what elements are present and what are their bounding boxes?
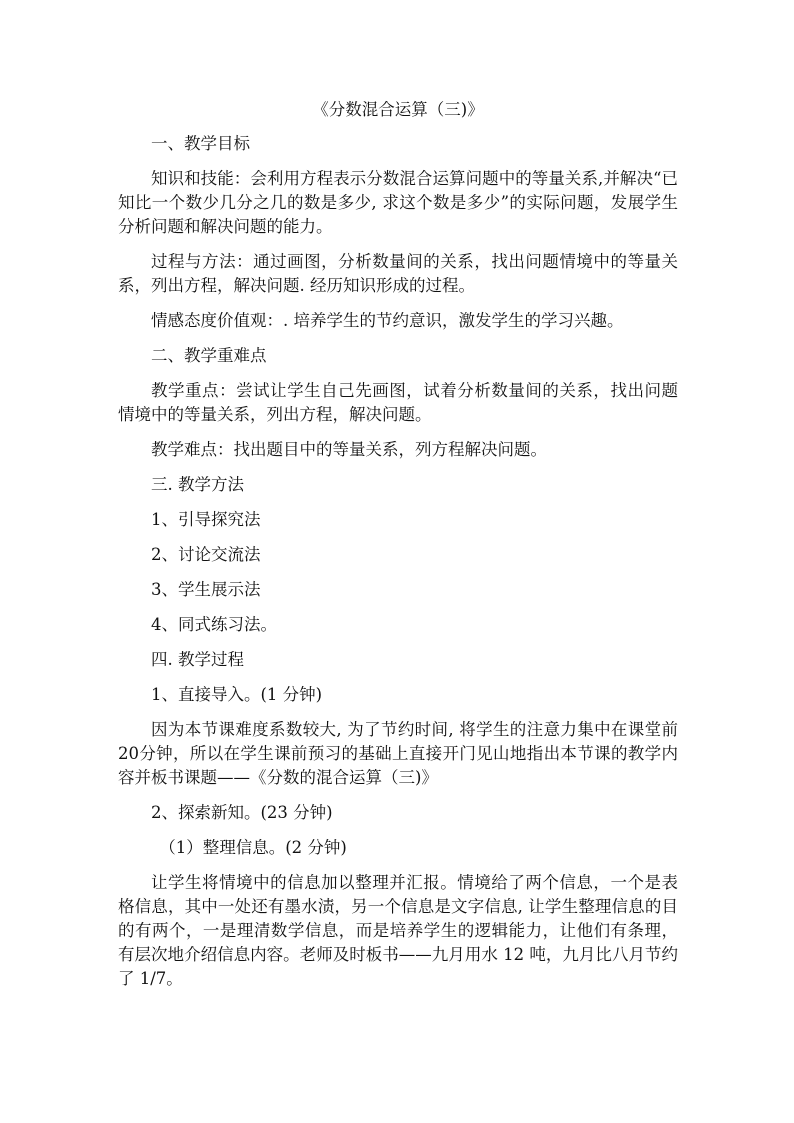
process-step-2-1-detail: 让学生将情境中的信息加以整理并汇报。情境给了两个信息，一个是表格信息，其中一处还有墨水渍，另一个信息是文字信息, 让学生整理信息的目的有两个，一是理清数学信息，而是培养学生的逻辑能力，让他们有条理，有层次地介绍信息内容。老师及时板书——九月用水 12 吨，九月比八月节约了 1/7。 <box>118 873 678 988</box>
paragraph-knowledge-skills: 知识和技能：会利用方程表示分数混合运算问题中的等量关系,并解决“已知比一个数少几分之几的数是多少, 求这个数是多少”的实际问题，发展学生分析问题和解决问题的能力。 <box>118 169 678 236</box>
process-step-2-1: （1）整理信息。(2 分钟) <box>159 838 347 857</box>
document-title: 《分数混合运算（三)》 <box>312 100 484 119</box>
section-heading-objectives: 一、教学目标 <box>151 134 250 153</box>
section-heading-methods: 三. 教学方法 <box>151 475 244 494</box>
paragraph-difficult-point: 教学难点：找出题目中的等量关系，列方程解决问题。 <box>151 440 547 459</box>
method-item-4: 4、同式练习法。 <box>151 615 277 634</box>
method-item-2: 2、讨论交流法 <box>151 545 261 564</box>
document-body <box>118 98 678 1002</box>
paragraph-key-point: 教学重点：尝试让学生自己先画图，试着分析数量间的关系，找出问题情境中的等量关系，列出方程，解决问题。 <box>118 381 678 424</box>
paragraph-process-methods: 过程与方法：通过画图，分析数量间的关系，找出问题情境中的等量关系，列出方程，解决问题. 经历知识形成的过程。 <box>118 252 678 295</box>
section-heading-process: 四. 教学过程 <box>151 650 244 669</box>
paragraph-attitude-values: 情感态度价值观：. 培养学生的节约意识，激发学生的学习兴趣。 <box>151 311 624 330</box>
section-heading-key-difficult: 二、教学重难点 <box>151 346 267 365</box>
process-step-1: 1、直接导入。(1 分钟) <box>151 685 323 704</box>
method-item-3: 3、学生展示法 <box>151 580 261 599</box>
process-step-2: 2、探索新知。(23 分钟) <box>151 803 333 822</box>
method-item-1: 1、引导探究法 <box>151 510 261 529</box>
process-step-1-detail: 因为本节课难度系数较大, 为了节约时间, 将学生的注意力集中在课堂前20分钟，所以在学生课前预习的基础上直接开门见山地指出本节课的教学内容并板书课题——《分数的混合运算（三)》 <box>118 720 678 787</box>
